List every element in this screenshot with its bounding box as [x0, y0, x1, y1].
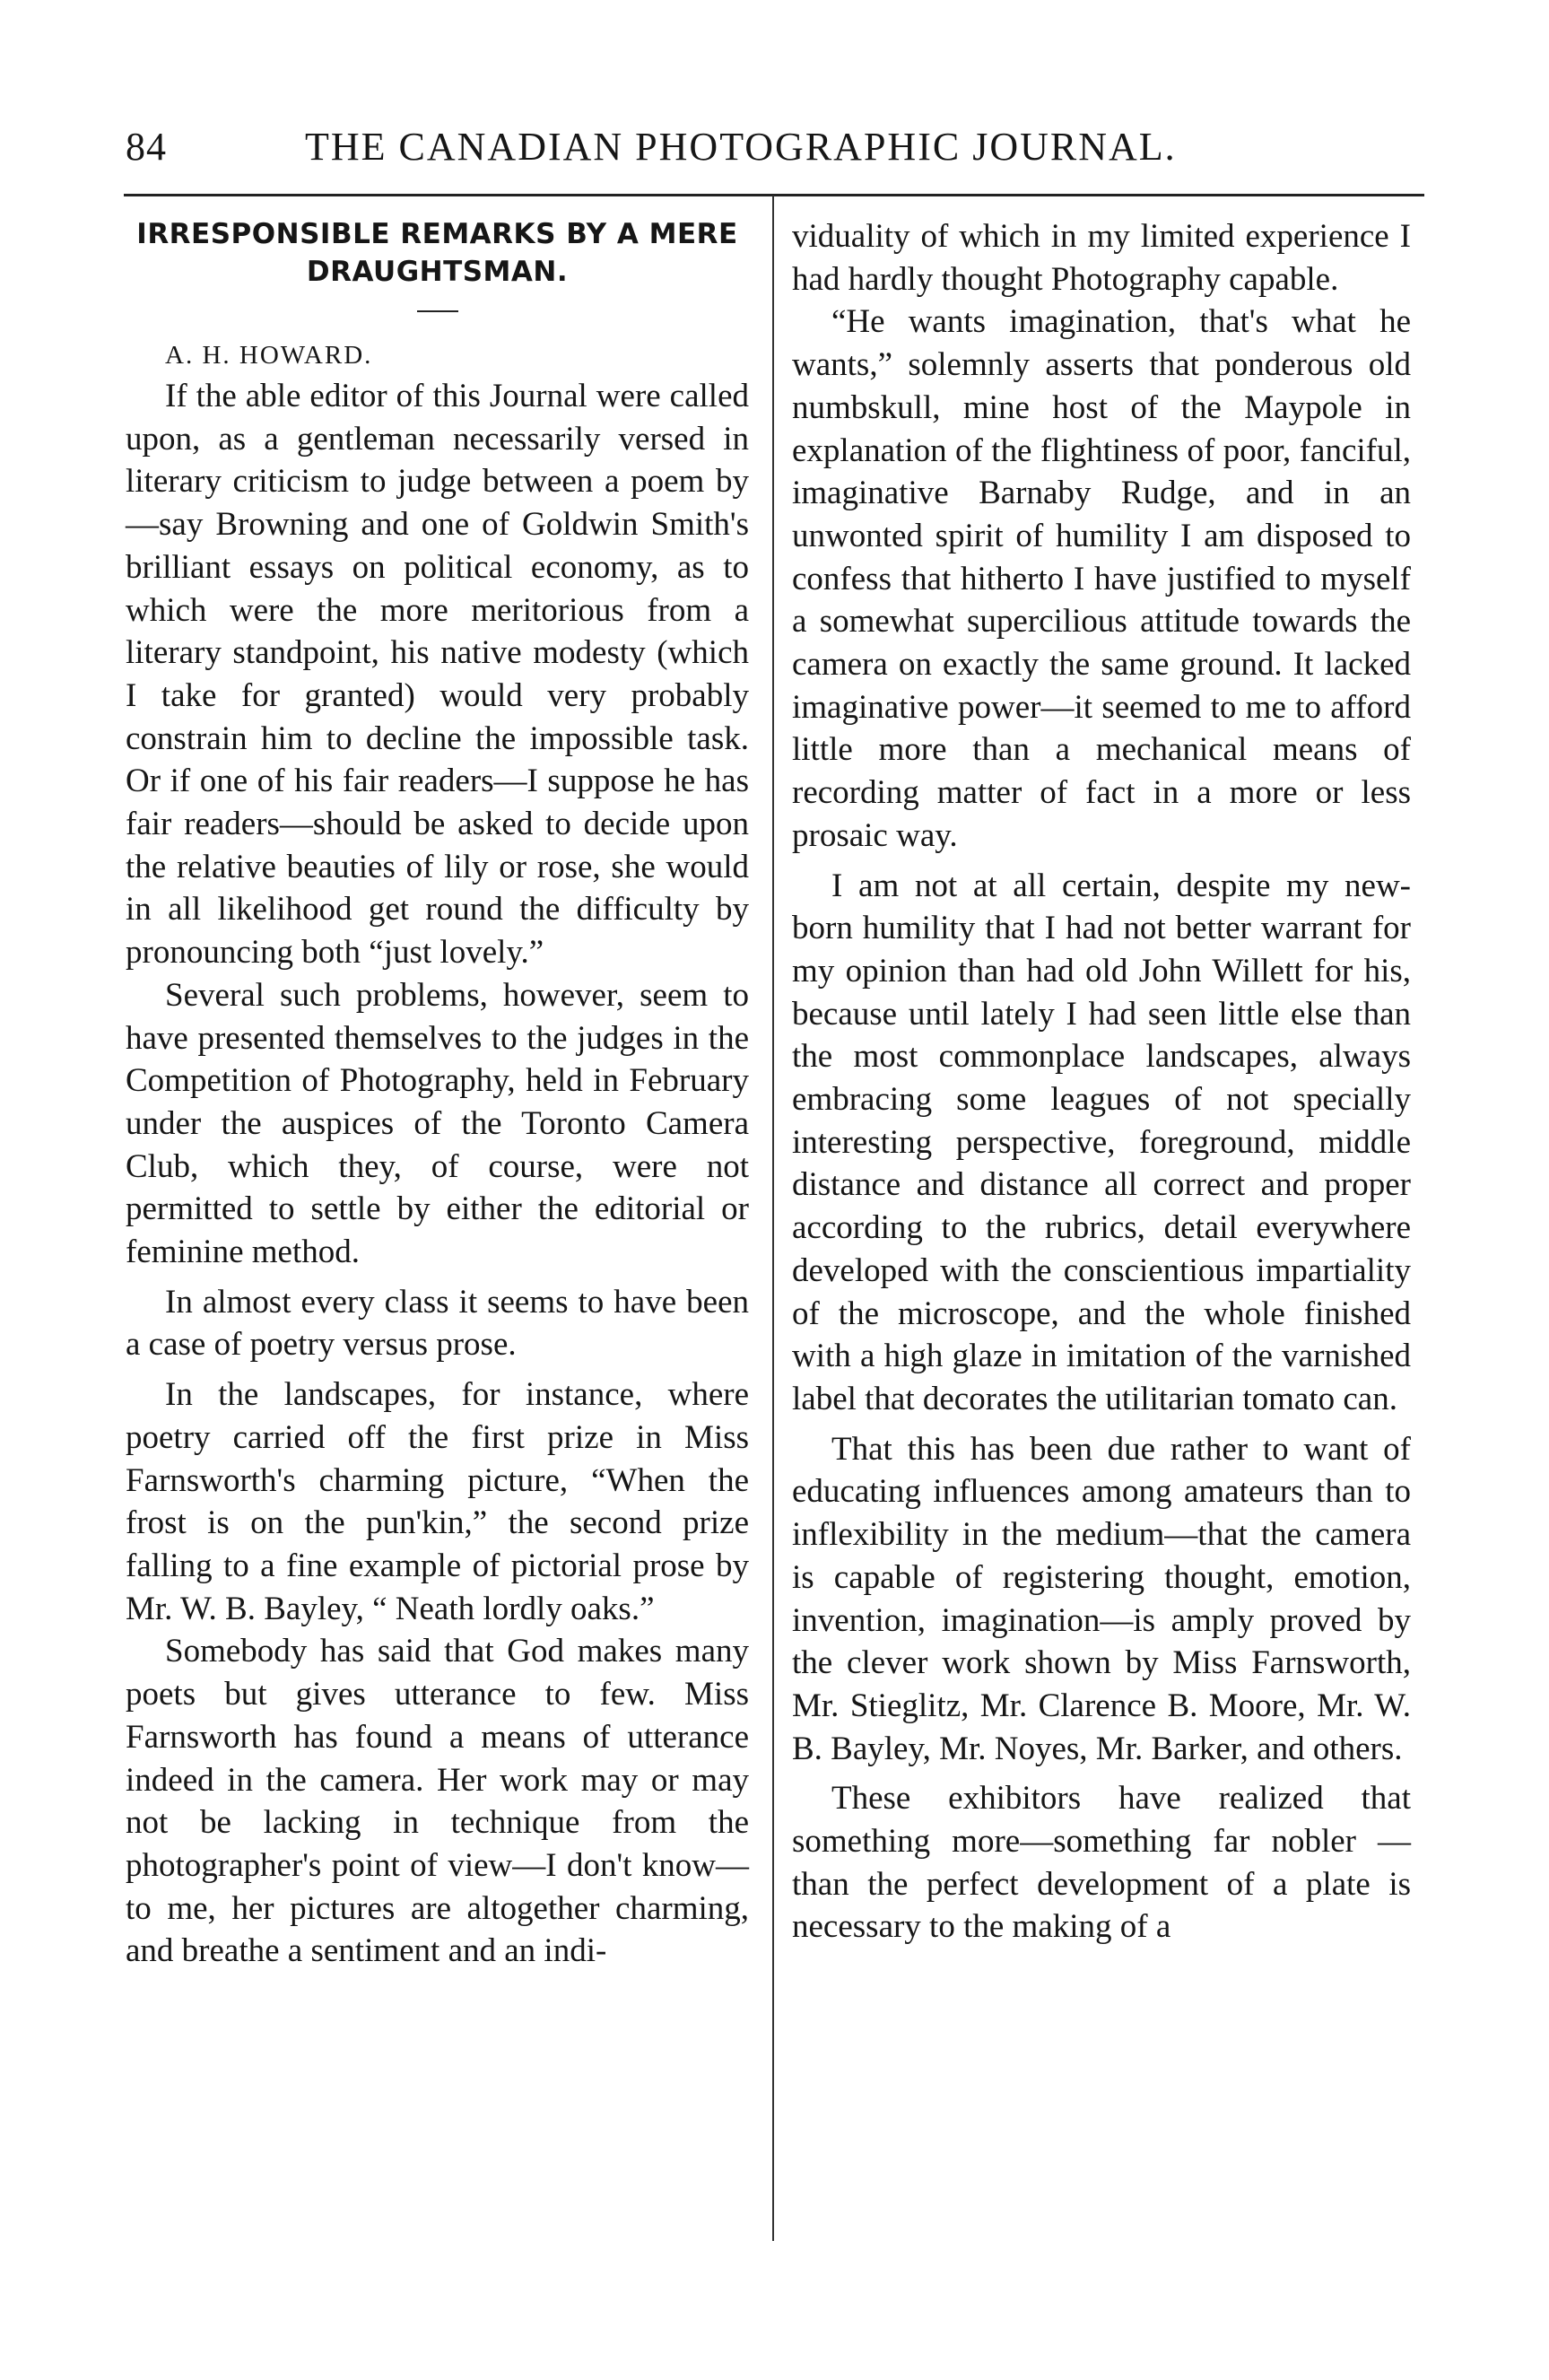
paragraph: That this has been due rather to want of educating influences among amateurs than to inflexibility in the medium—that the camera is capable of registering thought, emotion, invention, imagination—is amply proved by the clever work shown by Miss Farnsworth, Mr. Stieglitz, Mr. Clarence B. Moore, Mr. W. B. Bayley, Mr. Noyes, Mr. Barker, and others.: [792, 1430, 1411, 1767]
title-dash: [417, 310, 458, 312]
paragraph: Several such problems, however, seem to have presented themselves to the judges in the Competition of Photography, held in February under the auspices of the Toronto Camera Club, which they, of course, were not permitted to settle by either the editorial or feminine method.: [126, 976, 749, 1271]
paragraph: In the landscapes, for instance, where poetry carried off the first prize in Miss Farnsworth's charming picture, “When the frost is on the pun'kin,” the second prize falling to a fine example of pictorial prose by Mr. W. B. Bayley, “ Neath lordly oaks.”: [126, 1376, 749, 1627]
left-column: [126, 215, 749, 1973]
paragraph: These exhibitors have realized that something more—something far nobler —than the perfect development of a plate is necessary to the making of a: [792, 1780, 1411, 1946]
paragraph: Somebody has said that God makes many poets but gives utterance to few. Miss Farnsworth has found a means of utterance indeed in the camera. Her work may or may not be lacking in technique from the photographer's point of view—I don't know—to me, her pictures are altogether charming, and breathe a sentiment and an indi-: [126, 1633, 749, 1970]
article-author: A. H. HOWARD.: [165, 341, 373, 370]
column-divider: [772, 196, 774, 2241]
right-column: [792, 215, 1411, 1948]
running-header: [0, 115, 1549, 178]
header-rule: [124, 194, 1424, 196]
paragraph: If the able editor of this Journal were called upon, as a gentleman necessarily versed in literary criticism to judge between a poem by—say Browning and one of Goldwin Smith's brilliant essays on political economy, as to which were the more meritorious from a literary standpoint, his native modesty (which I take for granted) would very probably constrain him to decline the impossible task. Or if one of his fair readers—I suppose he has fair readers—should be asked to decide upon the relative beauties of lily or rose, she would in all likelihood get round the difficulty by pronouncing both “just lovely.”: [126, 378, 749, 972]
journal-title: THE CANADIAN PHOTOGRAPHIC JOURNAL.: [305, 125, 1177, 169]
paragraph: In almost every class it seems to have been a case of poetry versus prose.: [126, 1283, 749, 1364]
paragraph-continued: viduality of which in my limited experience I had hardly thought Photography capable.: [792, 218, 1411, 298]
paragraph: “He wants imagination, that's what he wants,” solemnly asserts that ponderous old numbskull, mine host of the Maypole in explanation of the flightiness of poor, fanciful, imaginative Barnaby Rudge, and in an unwonted spirit of humility I am disposed to confess that hitherto I have justified to myself a somewhat supercilious attitude towards the camera on exactly the same ground. It lacked imaginative power—it seemed to me to afford little more than a mechanical means of recording matter of fact in a more or less prosaic way.: [792, 303, 1411, 854]
paragraph: I am not at all certain, despite my new-born humility that I had not better warrant for my opinion than had old John Willett for his, because until lately I had seen little else than the most commonplace landscapes, always embracing some leagues of not specially interesting perspective, foreground, middle distance and distance all correct and proper according to the rubrics, detail everywhere developed with the conscientious impartiality of the microscope, and the whole finished with a high glaze in imitation of the varnished label that decorates the utilitarian tomato can.: [792, 867, 1411, 1417]
page-number: 84: [126, 125, 167, 169]
article-title: IRRESPONSIBLE REMARKS BY A MERE DRAUGHTSMAN.: [136, 218, 738, 288]
